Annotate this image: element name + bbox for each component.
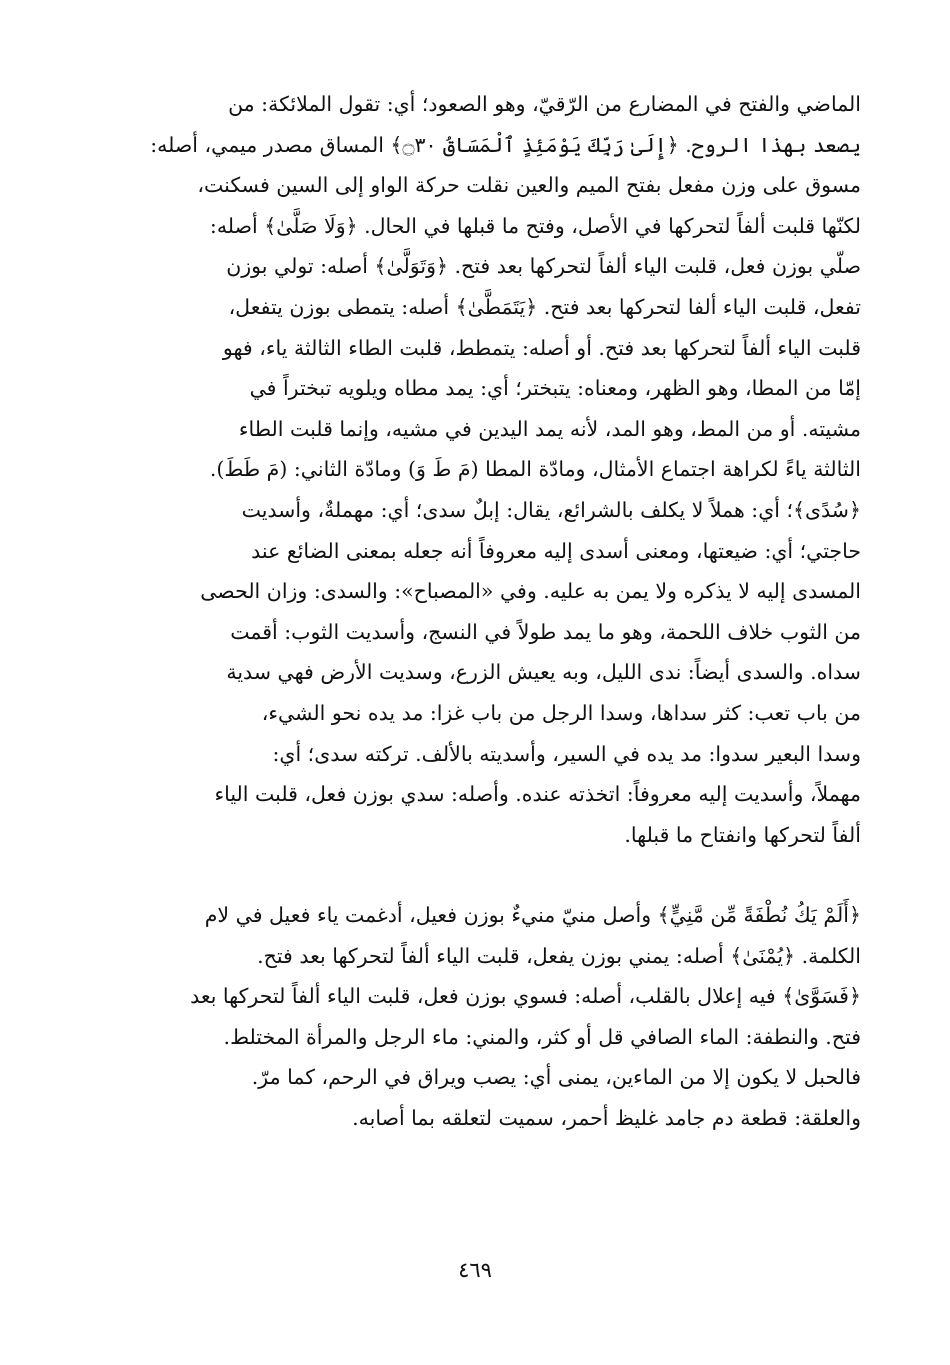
text-line: فالحبل لا يكون إلا من الماءين، يمنى أي: يصب ويراق في الرحم، كما مرّ. [251, 1065, 861, 1090]
text-line: تفعل، قلبت الياء ألفا لتحركها بعد فتح. ﴿يَتَمَطَّىٰ﴾ أصله: يتمطى بوزن يتفعل، [228, 294, 861, 319]
text-line: إمّا من المطا، وهو الظهر، ومعناه: يتبختر؛ أي: يمد مطاه ويلويه تبختراً في [249, 376, 861, 401]
text-line: حاجتي؛ أي: ضيعتها، ومعنى أسدى إليه معروفاً أنه جعله بمعنى الضائع عند [251, 538, 861, 563]
text-line: ﴿فَسَوَّىٰ﴾ فيه إعلال بالقلب، أصله: فسوي بوزن فعل، قلبت الياء ألفاً لتحركها بعد [190, 984, 861, 1009]
text-line: الثالثة ياءً لكراهة اجتماع الأمثال، ومادّة المطا (مَ طَ وَ) ومادّة الثاني: (مَ طَطَ). [209, 457, 861, 482]
text-line: ألفاً لتحركها وانفتاح ما قبلها. [624, 822, 861, 847]
text-line: والعلقة: قطعة دم جامد غليظ أحمر، سميت لتعلقه بما أصابه. [352, 1105, 861, 1130]
text-line: مسوق على وزن مفعل بفتح الميم والعين نقلت حركة الواو إلى السين فسكنت، [197, 173, 861, 198]
text-line: لكنّها قلبت ألفاً لتحركها في الأصل، وفتح ما قبلها في الحال. ﴿وَلَا صَلَّىٰ﴾ أصله: [209, 213, 861, 238]
text-line: وسدا البعير سدوا: مد يده في السير، وأسديته بالألف. تركته سدى؛ أي: [272, 741, 861, 766]
text-line: الكلمة. ﴿يُمْنَىٰ﴾ أصله: يمني بوزن يفعل، قلبت الياء ألفاً لتحركها بعد فتح. [257, 943, 861, 968]
paragraph-2 [98, 895, 861, 1139]
page-number: ٤٦٩ [458, 1258, 492, 1282]
text-line: ﴿أَلَمْ يَكُ نُطْفَةً مِّن مَّنِيٍّ﴾ وأصل منيّ منيءٌ بوزن فعيل، أدغمت ياء فعيل في لام [204, 903, 861, 927]
text-line: من الثوب خلاف اللحمة، وهو ما يمد طولاً في النسج، وأسديت الثوب: أقمت [230, 619, 861, 644]
text-line: يصعد بهذا الروح. ﴿إِلَىٰ رَبِّكَ يَوْمَئِذٍ ٱلْمَسَاقُ ۝٣٠﴾ المساق مصدر ميمي، أصله: [150, 132, 861, 157]
text-line: سداه. والسدى أيضاً: ندى الليل، وبه يعيش الزرع، وسديت الأرض فهي سدية [226, 660, 861, 685]
text-line: مشيته. أو من المط، وهو المد، لأنه يمد اليدين في مشيه، وإنما قلبت الطاء [238, 416, 861, 441]
paragraph-1 [98, 84, 861, 855]
text-line: الماضي والفتح في المضارع من الرّقيّ، وهو الصعود؛ أي: تقول الملائكة: من [228, 92, 861, 116]
text-line: فتح. والنطفة: الماء الصافي قل أو كثر، والمني: ماء الرجل والمرأة المختلط. [223, 1024, 861, 1049]
text-line: قلبت الياء ألفاً لتحركها بعد فتح. أو أصله: يتمطط، قلبت الطاء الثالثة ياء، فهو [222, 335, 861, 360]
text-line: مهملاً، وأسديت إليه معروفاً: اتخذته عنده. وأصله: سدي بوزن فعل، قلبت الياء [214, 782, 861, 807]
text-line: صلّي بوزن فعل، قلبت الياء ألفاً لتحركها بعد فتح. ﴿وَتَوَلَّىٰ﴾ أصله: تولي بوزن [226, 254, 861, 279]
text-line: من باب تعب: كثر سداها، وسدا الرجل من باب غزا: مد يده نحو الشيء، [261, 700, 861, 725]
text-line: المسدى إليه لا يذكره ولا يمن به عليه. وفي «المصباح»: والسدى: وزان الحصى [200, 579, 861, 604]
text-line: ﴿سُدًى﴾؛ أي: هملاً لا يكلف بالشرائع، يقال: إبلٌ سدى؛ أي: مهملةٌ، وأسديت [241, 497, 861, 522]
